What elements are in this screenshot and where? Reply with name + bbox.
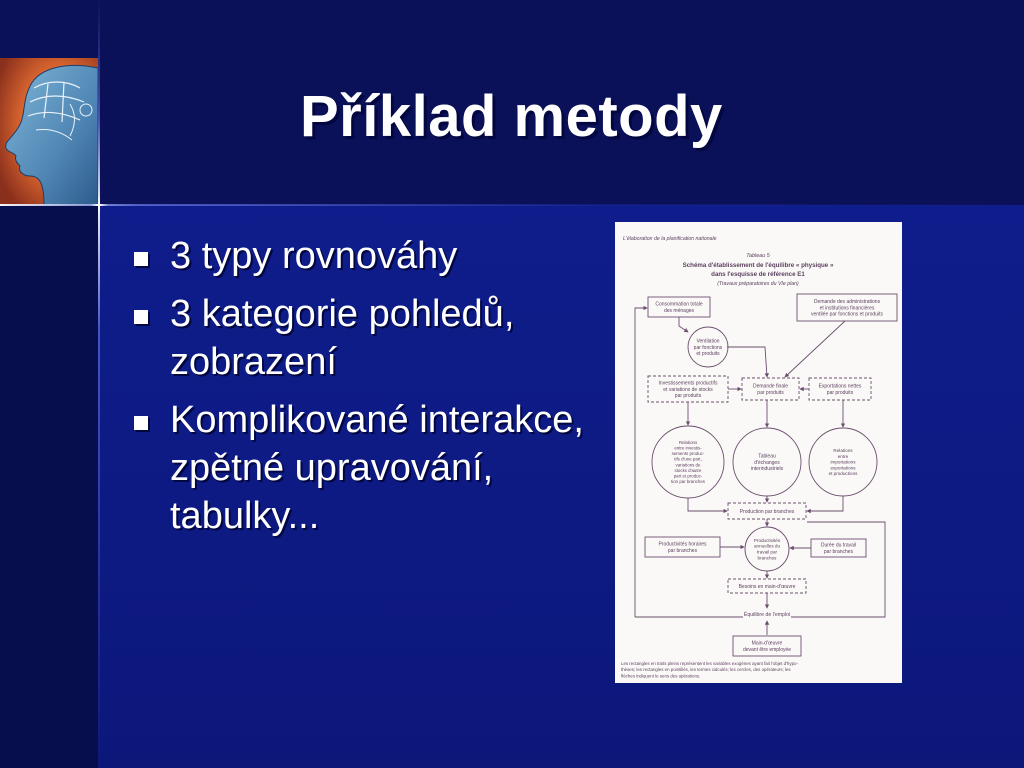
scanned-flow-diagram <box>615 222 902 683</box>
circle-tableau-label: Tableau <box>758 453 776 460</box>
bullet-list <box>128 232 598 550</box>
circle-relations-investissements-label: Relations <box>678 439 698 445</box>
circle-relations-importations-label: importations <box>830 459 856 465</box>
circle-ventilation-label: Ventilation <box>696 338 720 345</box>
circle-relations-investissements-label: variations de <box>675 462 701 468</box>
bullet-text: 3 typy rovnováhy <box>170 235 458 277</box>
circle-productivites-annuelles-label: branches <box>757 555 777 561</box>
circle-relations-investissements-label: sements produc- <box>671 451 705 457</box>
side-band <box>0 205 98 768</box>
box-main-oeuvre-label: Main-d'œuvre <box>751 640 783 647</box>
bullet-text: 3 kategorie pohledů, zobrazení <box>170 293 515 383</box>
slide-title: Příklad metody <box>300 84 723 149</box>
box-investissements-label: et variations de stocks <box>663 386 713 393</box>
circle-relations-investissements-label: tion par branches <box>671 479 705 485</box>
bullet-square-icon <box>134 310 148 324</box>
running-head: L'élaboration de la planification nationale <box>623 236 717 242</box>
circle-relations-importations-label: Relations <box>833 448 853 454</box>
circle-relations-investissements-label: tifs d'une part, <box>674 456 702 462</box>
circle-ventilation-label: par fonctions <box>693 344 723 351</box>
diagram-heading: dans l'esquisse de référence E1 <box>711 271 805 278</box>
box-consommation-label: des ménages <box>663 307 695 314</box>
box-production-label: Production par branches <box>739 508 795 515</box>
box-investissements-label: Investissements productifs <box>658 380 718 387</box>
box-demande-finale-label: par produits <box>757 389 784 396</box>
circle-relations-investissements-label: stocks d'autre <box>674 467 702 473</box>
box-investissements-label: par produits <box>674 392 702 399</box>
arrow-consommation-ventilation <box>679 317 688 332</box>
circle-relations-importations-label: entre <box>837 453 849 459</box>
circle-tableau-label: d'échanges <box>754 459 780 466</box>
box-main-oeuvre-label: devant être employée <box>742 646 792 653</box>
sparkle-icon <box>90 196 108 214</box>
circle-relations-importations-label: exportations <box>830 465 856 471</box>
box-duree-label: par branches <box>823 548 854 555</box>
arrow-relations-production <box>688 498 727 511</box>
circle-productivites-annuelles-label: Productivités <box>753 537 781 543</box>
box-demande-administrations-label: Demande des administrations <box>813 299 881 306</box>
bullet-item <box>128 232 598 280</box>
box-besoins-label: Besoins en main-d'œuvre <box>738 583 796 590</box>
arrow-feedback-loop <box>635 308 647 617</box>
circle-relations-importations-label: et productions <box>828 471 858 477</box>
divider-vertical <box>98 0 100 768</box>
circle-productivites-annuelles-label: annuelles du <box>753 543 781 549</box>
arrow-relations-production-right <box>807 496 843 511</box>
arrow-ventilation-finale <box>727 347 767 377</box>
diagram-subheading: (Travaux préparatoires du VIe plan) <box>717 281 799 287</box>
box-consommation-label: Consommation totale <box>655 301 703 308</box>
bullet-square-icon <box>134 416 148 430</box>
circle-productivites-annuelles-label: travail par <box>756 549 778 555</box>
circle-ventilation-label: et produits <box>696 350 720 357</box>
bullet-square-icon <box>134 252 148 266</box>
box-exportations-label: par produits <box>826 389 854 396</box>
bullet-item <box>128 396 598 540</box>
equilibre-label: Équilibre de l'emploi <box>743 612 791 618</box>
head-profile-logo <box>0 58 98 205</box>
line-feedback-right <box>791 522 885 617</box>
flow-diagram-svg <box>615 222 902 683</box>
arrow-demande-admin-finale <box>785 321 845 377</box>
circle-relations-investissements-label: part et produc- <box>673 473 703 479</box>
circle-relations-investissements-label: entre investis- <box>674 445 702 451</box>
box-productivites-horaires-label: par branches <box>667 547 698 554</box>
footnote-line: thèses; les rectangles en pointillés, les termes calculés; les cercles, des opérateurs; les <box>621 667 791 673</box>
box-productivites-horaires-label: Productivités horaires <box>658 541 707 548</box>
footnote-line: Les rectangles en traits pleins représentent les variables exogènes ayant fait l'objet d'hypo- <box>621 661 798 666</box>
box-demande-finale-label: Demande finale <box>752 383 789 390</box>
divider-horizontal <box>0 204 1024 206</box>
box-exportations-label: Exportations nettes <box>818 383 862 390</box>
diagram-heading: Schéma d'établissement de l'équilibre « physique » <box>682 262 834 269</box>
bullet-text: Komplikované interakce, zpětné upravování, tabulky... <box>170 399 584 537</box>
table-label: Tableau 5 <box>746 253 770 259</box>
box-duree-label: Durée du travail <box>820 542 857 549</box>
footnote-line: flèches indiquent le sens des opérations. <box>621 673 701 679</box>
circle-tableau-label: interindustriels <box>750 465 784 472</box>
box-demande-administrations-label: et institutions financières <box>819 305 875 312</box>
box-demande-administrations-label: ventilée par fonctions et produits <box>811 311 883 318</box>
bullet-item <box>128 290 598 386</box>
